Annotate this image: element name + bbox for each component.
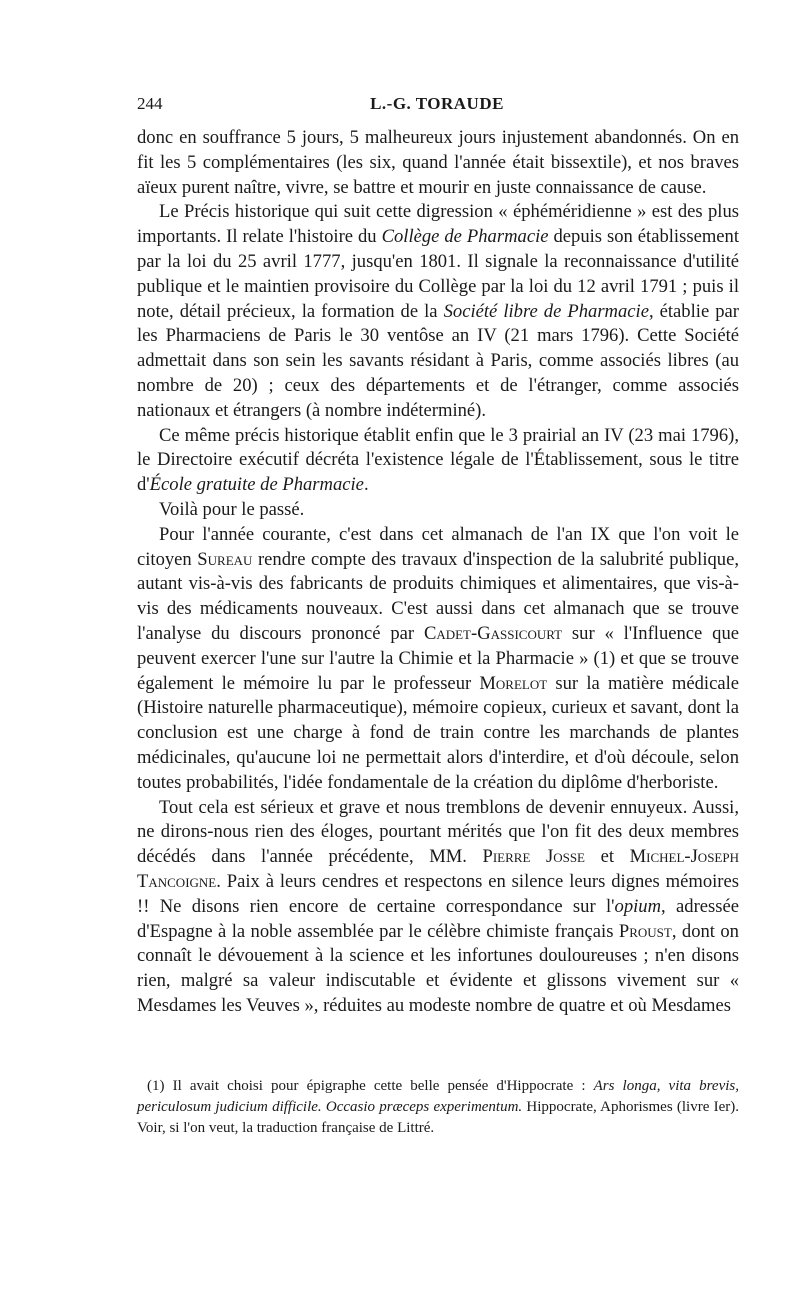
text-run: Voilà pour le passé. xyxy=(159,498,305,520)
person-name: Morelot xyxy=(479,672,548,694)
text-run: sur « l'Influence que peuvent exercer l'une sur l'autre la Chimie et la Pharmacie » (1) et que se trouve également le mémoire lu par le professeur xyxy=(137,622,739,694)
text-run: Le Précis historique qui suit cette digression « éphéméridienne » est des plus importants. Il relate l'histoire du xyxy=(137,201,739,248)
person-name: Cadet-Gassicourt xyxy=(423,622,563,644)
italic-title: Collège de Pharmacie xyxy=(381,226,549,248)
paragraph-6 xyxy=(137,796,739,1019)
text-run: rendre compte des travaux d'inspection de la salubrité publique, autant vis-à-vis des fabricants de produits chimiques et alimentaires, que vis-à-vis des médicaments nouveaux. C'est aussi dans cet almanach que se trouve l'analyse du discours prononcé par xyxy=(137,548,739,644)
italic-term: opium xyxy=(614,895,662,917)
footnote xyxy=(137,1076,739,1139)
text-run: Hippocrate, Aphorismes (livre Ier). Voir, si l'on veut, la traduction française de Littré. xyxy=(137,1099,739,1136)
latin-quote: Ars longa, vita brevis, periculosum judicium difficile. Occasio præceps experimentum. xyxy=(137,1078,739,1115)
text-run: et xyxy=(585,846,630,868)
italic-title: Société libre de Pharmacie xyxy=(443,300,649,322)
paragraph-4 xyxy=(137,498,739,523)
text-run: , établie par les Pharmaciens de Paris le 30 ventôse an IV (21 mars 1796). Cette Société admettait dans son sein les savants résidant à Paris, comme associés libres (au nombre de 20) ; ceux des départements et de l'étranger, comme associés nationaux et étrangers (à nombre indéterminé). xyxy=(137,300,739,421)
paragraph-2 xyxy=(137,200,739,423)
page-number: 244 xyxy=(137,94,163,113)
body-text xyxy=(137,126,739,1019)
text-run: Tout cela est sérieux et grave et nous tremblons de devenir ennuyeux. Aussi, ne dirons-nous rien des éloges, pourtant mérités que l'on fit des deux membres décédés dans l'année précédente, MM. xyxy=(137,796,739,868)
italic-title: École gratuite de Pharmacie xyxy=(149,474,364,496)
text-run: sur la matière médicale (Histoire naturelle pharmaceutique), mémoire copieux, curieux et savant, dont la conclusion est une charge à fond de train contre les marchands de plantes médicinales, qu'aucune loi ne permettait alors d'interdire, et d'où découle, selon toutes probabilités, l'idée fondamentale de la création du diplôme d'herboriste. xyxy=(137,672,739,793)
text-run: Ce même précis historique établit enfin que le 3 prairial an IV (23 mai 1796), le Directoire exécutif décréta l'existence légale de l'Établissement, sous le titre d' xyxy=(137,424,739,496)
paragraph-1 xyxy=(137,126,739,200)
person-name: Proust xyxy=(618,920,672,942)
running-title: L.-G. TORAUDE xyxy=(370,94,504,113)
text-run: Pour l'année courante, c'est dans cet almanach de l'an IX que l'on voit le citoyen xyxy=(137,523,739,570)
paragraph-3 xyxy=(137,424,739,498)
person-name: Michel-Joseph Tancoigne xyxy=(137,846,739,892)
text-run: depuis son établissement par la loi du 25 avril 1777, jusqu'en 1801. Il signale la reconnaissance d'utilité publique et le maintien provisoire du Collège par la loi du 12 avril 1791 ; puis il note, détail précieux, la formation de la xyxy=(137,226,739,322)
text-run: . xyxy=(363,474,369,496)
person-name: Pierre Josse xyxy=(482,846,586,868)
paragraph-5 xyxy=(137,523,739,796)
page-header xyxy=(137,92,737,116)
person-name: Sureau xyxy=(197,548,253,570)
text-run: donc en souffrance 5 jours, 5 malheureux jours injustement abandonnés. On en fit les 5 complémentaires (les six, quand l'année était bissextile), et nos braves aïeux purent naître, vivre, se battre et mourir en juste connaissance de cause. xyxy=(137,127,739,198)
footnote-text xyxy=(137,1076,739,1139)
text-run: . Paix à leurs cendres et respectons en silence leurs dignes mémoires !! Ne disons rien encore de certaine correspondance sur l' xyxy=(137,870,739,917)
text-run: , dont on connaît le dévouement à la science et les infortunes douloureuses ; n'en disons rien, malgré sa valeur indiscutable et évidente et glissons vivement sur « Mesdames les Veuves », réduites au modeste nombre de quatre et où Mesdames xyxy=(137,920,739,1016)
text-run: , adressée d'Espagne à la noble assemblée par le célèbre chimiste français xyxy=(137,895,739,942)
text-run: (1) Il avait choisi pour épigraphe cette belle pensée d'Hippocrate : xyxy=(147,1078,594,1094)
